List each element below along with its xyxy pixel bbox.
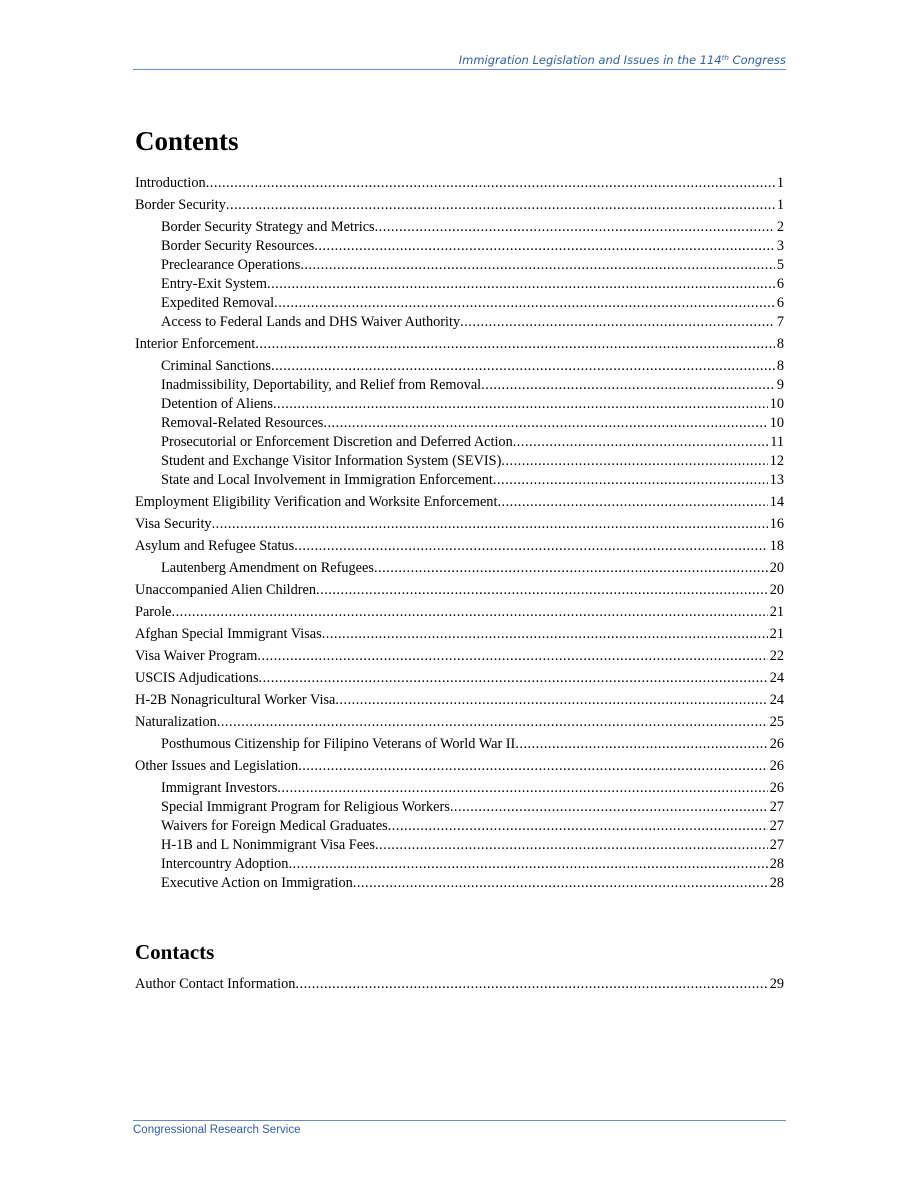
dot-leader (277, 779, 767, 797)
toc-entry-label: Removal-Related Resources (161, 415, 324, 431)
toc-entry-label: Afghan Special Immigrant Visas (135, 626, 322, 642)
toc-entry-page-number: 13 (769, 472, 784, 488)
toc-entry-label: Employment Eligibility Verification and Worksite Enforcement (135, 494, 498, 510)
toc-entry-page-number: 27 (769, 818, 784, 834)
dot-leader (172, 603, 768, 621)
dot-leader (515, 735, 767, 753)
toc-entry[interactable] (135, 757, 784, 775)
toc-entry-label: Expedited Removal (161, 295, 275, 311)
toc-entry-page-number: 1 (776, 175, 784, 191)
toc-entry-page-number: 7 (776, 314, 784, 330)
toc-entry-label: Border Security Resources (161, 238, 315, 254)
toc-entry-label: Introduction (135, 175, 206, 191)
toc-entry[interactable] (135, 218, 784, 236)
toc-entry-page-number: 21 (769, 626, 784, 642)
toc-entry-label: Border Security (135, 197, 226, 213)
toc-entry-label: State and Local Involvement in Immigration Enforcement (161, 472, 493, 488)
toc-entry-page-number: 22 (769, 648, 784, 664)
toc-entry[interactable] (135, 357, 784, 375)
toc-entry-page-number: 21 (769, 604, 784, 620)
toc-entry-page-number: 3 (776, 238, 784, 254)
toc-entry[interactable] (135, 975, 784, 993)
toc-entry-page-number: 10 (769, 415, 784, 431)
toc-entry[interactable] (135, 735, 784, 753)
dot-leader (460, 313, 775, 331)
toc-entry-label: Parole (135, 604, 172, 620)
toc-entry-label: Visa Waiver Program (135, 648, 258, 664)
toc-entry-label: Access to Federal Lands and DHS Waiver Authority (161, 314, 461, 330)
toc-entry-label: Lautenberg Amendment on Refugees (161, 560, 374, 576)
dot-leader (450, 798, 768, 816)
toc-entry-label: Prosecutorial or Enforcement Discretion and Deferred Action (161, 434, 513, 450)
dot-leader (271, 357, 775, 375)
dot-leader (206, 174, 775, 192)
dot-leader (295, 975, 767, 993)
toc-entry-page-number: 26 (769, 736, 784, 752)
header-title-superscript: th (721, 54, 729, 62)
toc-entry[interactable] (135, 433, 784, 451)
toc-entry[interactable] (135, 395, 784, 413)
toc-entry-label: Special Immigrant Program for Religious Workers (161, 799, 450, 815)
toc-entry[interactable] (135, 376, 784, 394)
dot-leader (259, 669, 768, 687)
table-of-contents (135, 174, 784, 892)
toc-entry[interactable] (135, 691, 784, 709)
toc-entry-page-number: 14 (769, 494, 784, 510)
toc-entry-page-number: 9 (776, 377, 784, 393)
header-title-end: Congress (728, 53, 786, 67)
dot-leader (513, 433, 768, 451)
toc-entry-page-number: 12 (769, 453, 784, 469)
toc-entry[interactable] (135, 581, 784, 599)
toc-entry-page-number: 5 (776, 257, 784, 273)
toc-entry-label: Other Issues and Legislation (135, 758, 299, 774)
dot-leader (335, 691, 767, 709)
toc-entry-page-number: 24 (769, 692, 784, 708)
toc-entry[interactable] (135, 647, 784, 665)
toc-entry[interactable] (135, 313, 784, 331)
toc-entry[interactable] (135, 836, 784, 854)
dot-leader (375, 836, 768, 854)
toc-entry-page-number: 24 (769, 670, 784, 686)
toc-entry-page-number: 25 (769, 714, 784, 730)
dot-leader (226, 196, 775, 214)
toc-entry-page-number: 6 (776, 295, 784, 311)
toc-entry[interactable] (135, 275, 784, 293)
toc-entry-label: Visa Security (135, 516, 212, 532)
toc-entry-page-number: 2 (776, 219, 784, 235)
toc-entry[interactable] (135, 196, 784, 214)
toc-entry[interactable] (135, 625, 784, 643)
toc-entry[interactable] (135, 452, 784, 470)
toc-entry[interactable] (135, 335, 784, 353)
dot-leader (316, 581, 768, 599)
toc-entry-label: Author Contact Information (135, 976, 296, 992)
toc-entry[interactable] (135, 515, 784, 533)
dot-leader (288, 855, 767, 873)
dot-leader (323, 414, 767, 432)
dot-leader (294, 537, 767, 555)
dot-leader (481, 376, 775, 394)
toc-entry-label: Naturalization (135, 714, 217, 730)
toc-entry-label: H-2B Nonagricultural Worker Visa (135, 692, 336, 708)
toc-entry[interactable] (135, 559, 784, 577)
toc-entry-label: Waivers for Foreign Medical Graduates (161, 818, 388, 834)
toc-entry-page-number: 6 (776, 276, 784, 292)
toc-entry[interactable] (135, 174, 784, 192)
dot-leader (374, 559, 768, 577)
toc-entry-label: Interior Enforcement (135, 336, 256, 352)
toc-entry-page-number: 18 (769, 538, 784, 554)
toc-entry-label: Detention of Aliens (161, 396, 273, 412)
contacts-heading: Contacts (135, 940, 215, 964)
toc-entry-page-number: 29 (769, 976, 784, 992)
dot-leader (274, 294, 775, 312)
dot-leader (493, 471, 768, 489)
toc-entry-page-number: 1 (776, 197, 784, 213)
contacts-list (135, 975, 784, 993)
dot-leader (212, 515, 768, 533)
toc-entry-page-number: 8 (776, 358, 784, 374)
toc-entry[interactable] (135, 414, 784, 432)
toc-entry-page-number: 27 (769, 799, 784, 815)
toc-entry[interactable] (135, 713, 784, 731)
dot-leader (497, 493, 767, 511)
toc-entry-label: Unaccompanied Alien Children (135, 582, 317, 598)
toc-entry-label: H-1B and L Nonimmigrant Visa Fees (161, 837, 375, 853)
dot-leader (375, 218, 775, 236)
toc-entry-label: Executive Action on Immigration (161, 875, 353, 891)
toc-entry[interactable] (135, 779, 784, 797)
toc-entry-label: Intercountry Adoption (161, 856, 289, 872)
toc-entry-page-number: 16 (769, 516, 784, 532)
toc-entry-page-number: 27 (769, 837, 784, 853)
toc-entry[interactable] (135, 256, 784, 274)
toc-entry[interactable] (135, 493, 784, 511)
toc-entry[interactable] (135, 817, 784, 835)
toc-entry-label: Preclearance Operations (161, 257, 301, 273)
footer-text: Congressional Research Service (133, 1124, 301, 1136)
dot-leader (300, 256, 775, 274)
toc-entry-page-number: 11 (770, 434, 784, 450)
toc-entry-label: Asylum and Refugee Status (135, 538, 295, 554)
toc-entry[interactable] (135, 471, 784, 489)
page-footer (133, 1120, 786, 1136)
toc-entry-label: Posthumous Citizenship for Filipino Veterans of World War II (161, 736, 516, 752)
toc-entry[interactable] (135, 874, 784, 892)
dot-leader (217, 713, 768, 731)
toc-entry-page-number: 26 (769, 758, 784, 774)
dot-leader (267, 275, 775, 293)
toc-entry-label: Inadmissibility, Deportability, and Relief from Removal (161, 377, 482, 393)
dot-leader (388, 817, 768, 835)
toc-entry-page-number: 10 (769, 396, 784, 412)
toc-entry-page-number: 8 (776, 336, 784, 352)
toc-entry-page-number: 20 (769, 582, 784, 598)
toc-entry-label: Student and Exchange Visitor Information System (SEVIS) (161, 453, 502, 469)
toc-entry-label: Criminal Sanctions (161, 358, 271, 374)
toc-entry[interactable] (135, 669, 784, 687)
toc-entry-page-number: 28 (769, 875, 784, 891)
toc-entry[interactable] (135, 237, 784, 255)
dot-leader (353, 874, 768, 892)
dot-leader (314, 237, 775, 255)
dot-leader (273, 395, 768, 413)
toc-entry-label: Entry-Exit System (161, 276, 268, 292)
toc-entry-page-number: 28 (769, 856, 784, 872)
toc-entry-page-number: 26 (769, 780, 784, 796)
dot-leader (322, 625, 768, 643)
dot-leader (255, 335, 775, 353)
toc-entry[interactable] (135, 537, 784, 555)
header-title-main: Immigration Legislation and Issues in the 114 (458, 53, 722, 67)
dot-leader (501, 452, 767, 470)
running-header (133, 52, 786, 70)
toc-entry[interactable] (135, 294, 784, 312)
toc-entry-label: USCIS Adjudications (135, 670, 259, 686)
dot-leader (257, 647, 767, 665)
toc-entry[interactable] (135, 798, 784, 816)
toc-entry[interactable] (135, 855, 784, 873)
toc-entry-label: Immigrant Investors (161, 780, 278, 796)
toc-entry-label: Border Security Strategy and Metrics (161, 219, 375, 235)
contents-heading: Contents (135, 126, 239, 156)
toc-entry-page-number: 20 (769, 560, 784, 576)
toc-entry[interactable] (135, 603, 784, 621)
dot-leader (298, 757, 768, 775)
